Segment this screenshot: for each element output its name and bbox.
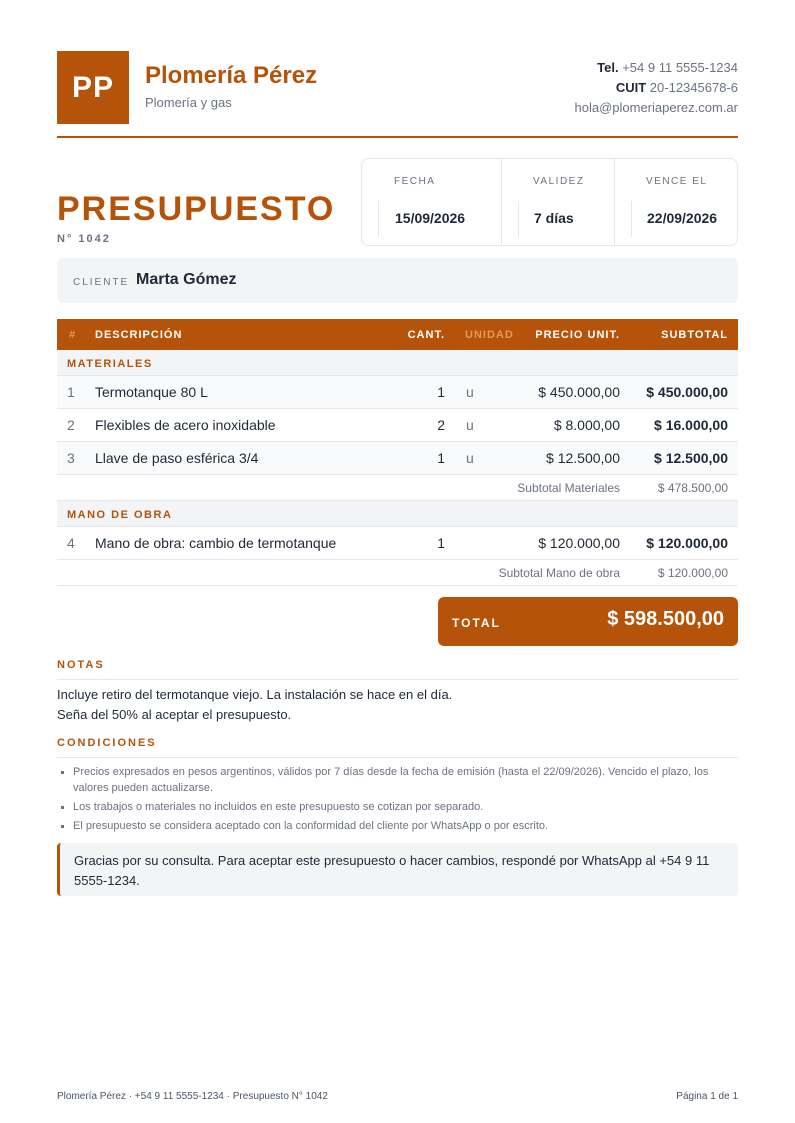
header-price: PRECIO UNIT. bbox=[535, 329, 620, 341]
row-qty: 1 bbox=[437, 384, 445, 400]
header-unit: UNIDAD bbox=[465, 329, 514, 341]
header-num: # bbox=[69, 329, 77, 341]
items-table bbox=[57, 319, 738, 586]
header-subtotal: SUBTOTAL bbox=[661, 329, 728, 341]
company-name: Plomería Pérez bbox=[145, 62, 318, 89]
email-line: hola@plomeriaperez.com.ar bbox=[574, 100, 738, 115]
section-subtotal-label: Subtotal Materiales bbox=[517, 481, 620, 495]
table-header bbox=[57, 319, 738, 350]
company-logo: PP bbox=[57, 51, 129, 124]
table-row bbox=[57, 409, 738, 442]
row-qty: 1 bbox=[437, 450, 445, 466]
table-row bbox=[57, 442, 738, 475]
vence-label: VENCE EL bbox=[646, 176, 708, 187]
header-qty: CANT. bbox=[407, 329, 445, 341]
cuit-label: CUIT bbox=[615, 80, 647, 95]
row-subtotal: $ 450.000,00 bbox=[646, 384, 728, 400]
phone-line bbox=[575, 58, 739, 78]
date-cell-fecha bbox=[362, 159, 501, 245]
phone-label: Tel. bbox=[597, 60, 619, 75]
condition-item: Los trabajos o materiales no incluidos en este presupuesto se cotizan por separado. bbox=[57, 799, 738, 815]
validez-value: 7 días bbox=[534, 210, 574, 226]
row-description: Llave de paso esférica 3/4 bbox=[95, 450, 259, 466]
conditions-heading: CONDICIONES bbox=[57, 737, 738, 758]
cuit-line bbox=[575, 78, 739, 98]
section-subtotal-value: $ 478.500,00 bbox=[657, 481, 728, 495]
notes-line: Incluye retiro del termotanque viejo. La instalación se hace en el día. bbox=[57, 687, 453, 702]
client-box bbox=[57, 258, 738, 303]
header-description: DESCRIPCIÓN bbox=[95, 329, 183, 341]
condition-item: El presupuesto se considera aceptado con la conformidad del cliente por WhatsApp o por escrito. bbox=[57, 818, 738, 834]
section-title: MATERIALES bbox=[67, 358, 153, 370]
date-cell-validez bbox=[501, 159, 614, 245]
client-label: CLIENTE bbox=[73, 277, 130, 288]
thank-you-callout: Gracias por su consulta. Para aceptar este presupuesto o hacer cambios, respondé por WhatsApp al +54 9 11 5555-1234. bbox=[57, 843, 738, 896]
page-number: Página 1 de 1 bbox=[676, 1091, 738, 1102]
row-number: 2 bbox=[67, 417, 75, 433]
vence-value: 22/09/2026 bbox=[647, 210, 718, 226]
conditions-list bbox=[57, 764, 738, 837]
date-divider bbox=[378, 201, 379, 237]
section-title: MANO DE OBRA bbox=[67, 509, 173, 521]
row-unit: u bbox=[466, 417, 474, 433]
dates-box bbox=[361, 158, 738, 246]
table-row bbox=[57, 527, 738, 560]
date-cell-vence bbox=[614, 159, 737, 245]
row-description: Mano de obra: cambio de termotanque bbox=[95, 535, 337, 551]
fecha-value: 15/09/2026 bbox=[395, 210, 466, 226]
total-label: TOTAL bbox=[452, 616, 501, 630]
row-price: $ 8.000,00 bbox=[553, 417, 620, 433]
notes-heading: NOTAS bbox=[57, 659, 738, 680]
row-unit: u bbox=[466, 450, 474, 466]
section-subtotal-row bbox=[57, 560, 738, 586]
row-qty: 2 bbox=[437, 417, 445, 433]
company-tagline: Plomería y gas bbox=[145, 95, 232, 110]
total-value: $ 598.500,00 bbox=[607, 608, 724, 630]
document-number: N° 1042 bbox=[57, 233, 111, 245]
company-contact bbox=[575, 58, 739, 118]
date-divider bbox=[631, 201, 632, 237]
fecha-label: FECHA bbox=[394, 176, 436, 187]
cuit-value: 20-12345678-6 bbox=[649, 80, 738, 95]
row-price: $ 450.000,00 bbox=[538, 384, 620, 400]
row-price: $ 12.500,00 bbox=[546, 450, 620, 466]
client-name: Marta Gómez bbox=[136, 271, 237, 288]
total-box bbox=[438, 597, 738, 646]
document-title: PRESUPUESTO bbox=[57, 190, 336, 228]
header-divider bbox=[57, 136, 738, 138]
row-number: 4 bbox=[67, 535, 75, 551]
section-subtotal-value: $ 120.000,00 bbox=[657, 566, 728, 580]
section-materiales bbox=[57, 350, 738, 376]
row-description: Flexibles de acero inoxidable bbox=[95, 417, 276, 433]
row-qty: 1 bbox=[437, 535, 445, 551]
row-unit: u bbox=[466, 384, 474, 400]
validez-label: VALIDEZ bbox=[533, 176, 585, 187]
row-description: Termotanque 80 L bbox=[95, 384, 208, 400]
row-subtotal: $ 12.500,00 bbox=[654, 450, 728, 466]
date-divider bbox=[518, 201, 519, 237]
section-subtotal-row bbox=[57, 475, 738, 501]
table-row bbox=[57, 376, 738, 409]
section-subtotal-label: Subtotal Mano de obra bbox=[498, 566, 620, 580]
row-number: 1 bbox=[67, 384, 75, 400]
row-subtotal: $ 120.000,00 bbox=[646, 535, 728, 551]
phone-value: +54 9 11 5555-1234 bbox=[622, 60, 738, 75]
row-price: $ 120.000,00 bbox=[538, 535, 620, 551]
footer-info: Plomería Pérez · +54 9 11 5555-1234 · Presupuesto N° 1042 bbox=[57, 1091, 328, 1102]
notes-line: Seña del 50% al aceptar el presupuesto. bbox=[57, 707, 292, 722]
row-subtotal: $ 16.000,00 bbox=[654, 417, 728, 433]
notes-text bbox=[57, 685, 452, 725]
section-mano-de-obra bbox=[57, 501, 738, 527]
condition-item: Precios expresados en pesos argentinos, válidos por 7 días desde la fecha de emisión (hasta el 22/09/2026). Vencido el plazo, los valores pueden actualizarse. bbox=[57, 764, 738, 796]
row-number: 3 bbox=[67, 450, 75, 466]
